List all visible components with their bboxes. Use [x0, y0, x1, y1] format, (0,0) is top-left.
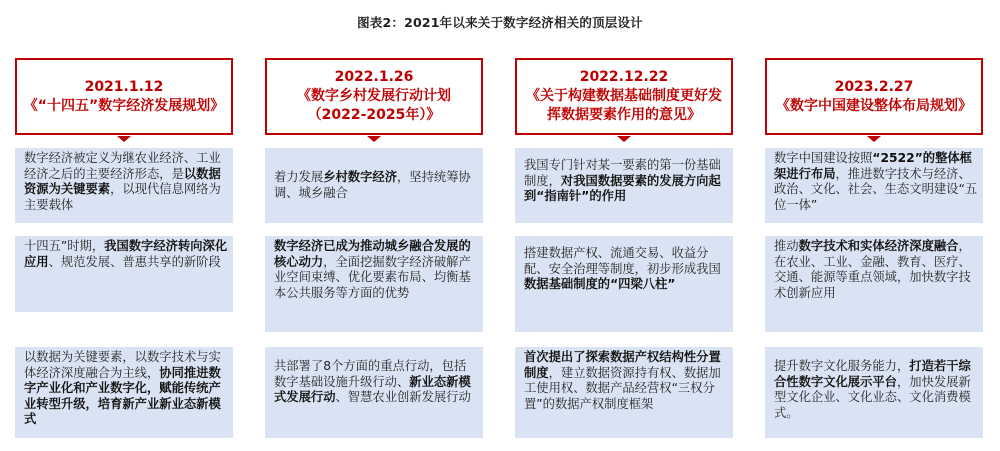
body-text: ，坚持统筹协调、城乡融合	[274, 170, 471, 200]
column-header	[765, 58, 983, 135]
header-date: 2021.1.12	[84, 78, 164, 95]
emphasis-text: 首次提出了探索数据产权结构性分置制度	[524, 350, 721, 380]
content-cell	[765, 347, 983, 438]
body-text: ，以现代信息网络为主要载体	[24, 182, 221, 212]
header-date: 2022.12.22	[579, 69, 669, 85]
header-policy-name: 《“十四五”数字经济发展规划》	[23, 97, 225, 114]
column-2021-plan	[15, 58, 233, 427]
content-cell	[265, 148, 483, 223]
content-cell	[15, 148, 233, 223]
body-text: 提升数字文化服务能力，	[774, 359, 910, 373]
content-cell	[515, 347, 733, 438]
content-cell	[515, 148, 733, 223]
body-text: 数字经济被定义为继农业经济、工业经济之后的主要经济形态，是	[24, 151, 221, 181]
column-header	[265, 58, 483, 135]
column-digital-china-plan	[765, 58, 983, 420]
content-cell	[15, 236, 233, 312]
header-policy-name: 《数字中国建设整体布局规划》	[776, 97, 972, 114]
column-digital-village-plan	[265, 58, 483, 405]
body-text: ，在农业、工业、金融、教育、医疗、交通、能源等重点领域，加快数字技术创新应用	[774, 239, 971, 300]
emphasis-text: 乡村数字经济	[323, 170, 397, 184]
emphasis-text: 数字技术和实体经济深度融合	[798, 239, 959, 253]
body-text: 数字中国建设按照	[774, 151, 873, 165]
arrow-down-icon	[367, 136, 381, 142]
header-policy-name: 《数字乡村发展行动计划（2022-2025年）》	[297, 88, 451, 123]
content-cell	[765, 236, 983, 332]
emphasis-text: 协同推进数字产业化和产业数字化，赋能传统产业转型升级，培育新产业新业态新模式	[24, 365, 221, 427]
content-cell	[765, 148, 983, 223]
body-text: 以数据为关键要素，以数字技术与实体经济深度融合为主线，	[24, 350, 221, 380]
body-text: 着力发展	[274, 170, 324, 184]
emphasis-text: 新业态新模式发展行动	[274, 374, 471, 405]
column-data-infrastructure-opinion	[515, 58, 733, 411]
header-policy-name: 《关于构建数据基础制度更好发挥数据要素作用的意见》	[526, 88, 722, 123]
header-date: 2023.2.27	[834, 78, 914, 95]
emphasis-text: 以数据资源为关键要素	[24, 166, 221, 197]
body-text: 、规范发展、普惠共享的新阶段	[48, 254, 221, 269]
content-cell	[15, 347, 233, 438]
body-text: 我国专门针对某一要素的第一份基础制度，	[524, 158, 721, 188]
body-text: 十四五”时期，	[24, 239, 105, 253]
header-date: 2022.1.26	[334, 69, 414, 85]
emphasis-text: 数据基础制度的“四梁八柱”	[524, 277, 676, 292]
arrow-down-icon	[117, 136, 131, 142]
emphasis-text: 数字经济已成为推动城乡融合发展的核心动力	[274, 239, 471, 269]
column-header	[15, 58, 233, 135]
body-text: ，加快发展新型文化企业、文化业态、文化消费模式。	[774, 374, 971, 420]
body-text: 共部署了8个方面的重点行动，包括数字基础设施升级行动、	[274, 359, 467, 389]
arrow-down-icon	[617, 136, 631, 142]
emphasis-text: 打造若干综合性数字文化展示平台	[774, 359, 971, 389]
emphasis-text: 对我国数据要素的发展方向起到“指南针”的作用	[524, 173, 721, 204]
column-header	[515, 58, 733, 135]
emphasis-text: “2522”的整体框架进行布局	[774, 151, 972, 181]
arrow-down-icon	[867, 136, 881, 142]
body-text: 、智慧农业创新发展行动	[335, 390, 471, 405]
content-cell	[265, 236, 483, 332]
body-text: ，推进数字技术与经济、政治、文化、社会、生态文明建设“五位一体”	[774, 166, 978, 212]
body-text: 推动	[774, 239, 799, 253]
content-cell	[265, 347, 483, 438]
body-text: ，全面挖掘数字经济破解产业空间束缚、优化要素布局、均衡基本公共服务等方面的优势	[274, 254, 471, 300]
body-text: 搭建数据产权、流通交易、收益分配、安全治理等制度，初步形成我国	[524, 246, 721, 276]
body-text: ，建立数据资源持有权、数据加工使用权、数据产品经营权“三权分置”的数据产权制度框架	[524, 365, 721, 411]
figure-title: 图表2：2021年以来关于数字经济相关的顶层设计	[357, 15, 643, 30]
content-cell	[515, 236, 733, 332]
emphasis-text: 我国数字经济转向深化应用	[24, 239, 228, 269]
